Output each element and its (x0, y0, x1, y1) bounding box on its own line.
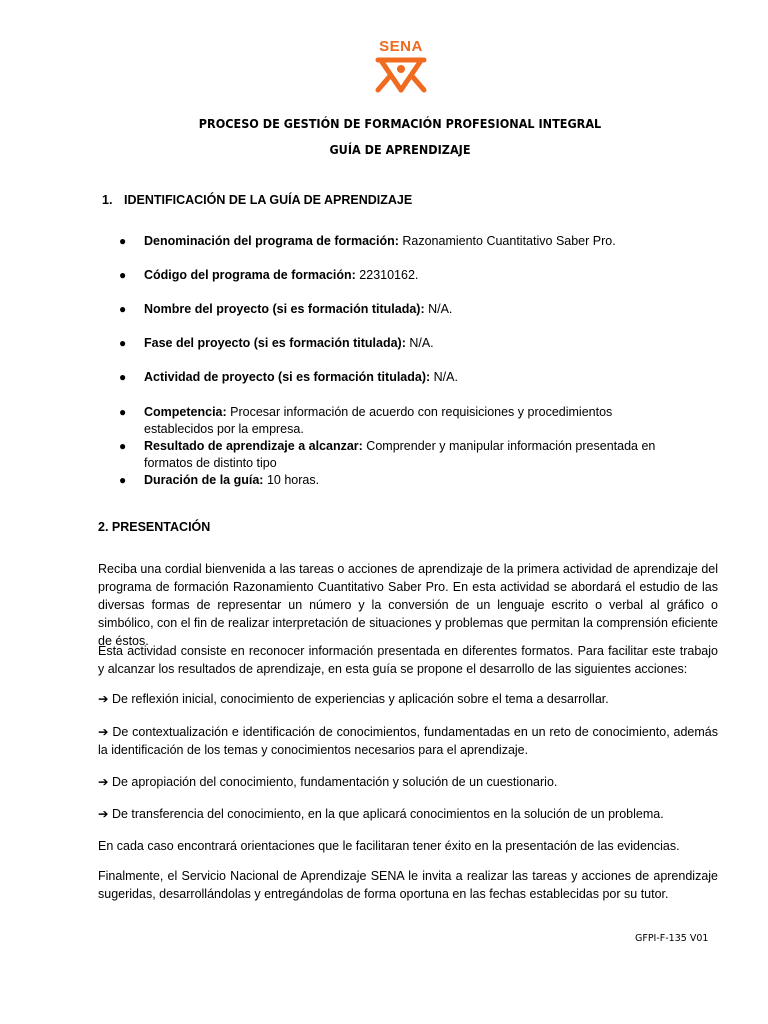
item-value: 10 horas. (263, 473, 320, 487)
list-item: ● Actividad de proyecto (si es formación titulada): N/A. (119, 370, 458, 384)
logo-text: SENA (379, 38, 423, 55)
paragraph: ➔ De transferencia del conocimiento, en la que aplicará conocimientos en la solución de un problema. (98, 807, 664, 821)
list-item: ● Resultado de aprendizaje a alcanzar: Comprender y manipular información presentada en formatos de distinto tipo (119, 439, 656, 470)
list-item: ● Duración de la guía: 10 horas. (119, 473, 320, 487)
list-item: ● Competencia: Procesar información de acuerdo con requisiciones y procedimientos establecidos por la empresa. (119, 405, 613, 436)
section1-title: IDENTIFICACIÓN DE LA GUÍA DE APRENDIZAJE (124, 193, 413, 207)
section2-title: 2. PRESENTACIÓN (98, 520, 211, 534)
list-item: ● Fase del proyecto (si es formación titulada): N/A. (119, 336, 434, 350)
list-item: ● Nombre del proyecto (si es formación titulada): N/A. (119, 302, 453, 316)
paragraph: Esta actividad consiste en reconocer información presentada en diferentes formatos. Para facilitar este trabajo y alcanzar los resultados de aprendizaje, en esta guía se propone el desarrollo de las siguientes acciones: (98, 644, 718, 676)
item-value: N/A. (405, 336, 434, 350)
item-label: Fase del proyecto (si es formación titulada): (144, 336, 406, 350)
paragraph: En cada caso encontrará orientaciones que le facilitaran tener éxito en la presentación de las evidencias. (98, 839, 680, 853)
item-label: Duración de la guía: (144, 473, 264, 487)
item-value: Comprender y manipular información presentada en formatos de distinto tipo (144, 439, 656, 470)
item-label: Denominación del programa de formación: (144, 234, 399, 248)
item-label: Actividad de proyecto (si es formación titulada): (144, 370, 431, 384)
item-value: Procesar información de acuerdo con requisiciones y procedimientos establecidos por la empresa. (144, 405, 613, 436)
paragraph: ➔ De contextualización e identificación de conocimientos, fundamentadas en un reto de conocimiento, además la identificación de los temas y conocimientos necesarios para el aprendizaje. (98, 725, 718, 757)
list-item: ● Denominación del programa de formación: Razonamiento Cuantitativo Saber Pro. (119, 234, 616, 248)
sena-emblem-icon (374, 54, 428, 94)
item-value: 22310162. (355, 268, 419, 282)
item-label: Resultado de aprendizaje a alcanzar: (144, 439, 363, 453)
item-value: N/A. (424, 302, 453, 316)
sena-logo (370, 38, 432, 94)
paragraph: ➔ De reflexión inicial, conocimiento de experiencias y aplicación sobre el tema a desarrollar. (98, 692, 609, 706)
paragraph: Reciba una cordial bienvenida a las tareas o acciones de aprendizaje de la primera actividad de aprendizaje del programa de formación Razonamiento Cuantitativo Saber Pro. En esta actividad se abordará el estudio de las diversas formas de representar un número y la conversión de un lenguaje escrito o verbal al gráfico o simbólico, con el fin de realizar interpretación de situaciones y problemas que permitan la comprensión eficiente de éstos. (98, 562, 718, 648)
paragraph: Finalmente, el Servicio Nacional de Aprendizaje SENA le invita a realizar las tareas y acciones de aprendizaje sugeridas, desarrollándolas y entregándolas de forma oportuna en las fechas establecidas por su tutor. (98, 869, 718, 901)
item-value: Razonamiento Cuantitativo Saber Pro. (398, 234, 616, 248)
list-item: ● Código del programa de formación: 22310162. (119, 268, 419, 282)
footer-code: GFPI-F-135 V01 (635, 933, 709, 944)
item-value: N/A. (430, 370, 458, 384)
item-label: Nombre del proyecto (si es formación titulada): (144, 302, 425, 316)
item-label: Código del programa de formación: (144, 268, 356, 282)
section1-number: 1. (102, 193, 113, 207)
item-label: Competencia: (144, 405, 227, 419)
guide-title: GUÍA DE APRENDIZAJE (329, 142, 471, 157)
section1-heading (102, 193, 412, 207)
paragraph: ➔ De apropiación del conocimiento, fundamentación y solución de un cuestionario. (98, 775, 558, 789)
process-title: PROCESO DE GESTIÓN DE FORMACIÓN PROFESIONAL INTEGRAL (198, 116, 602, 131)
